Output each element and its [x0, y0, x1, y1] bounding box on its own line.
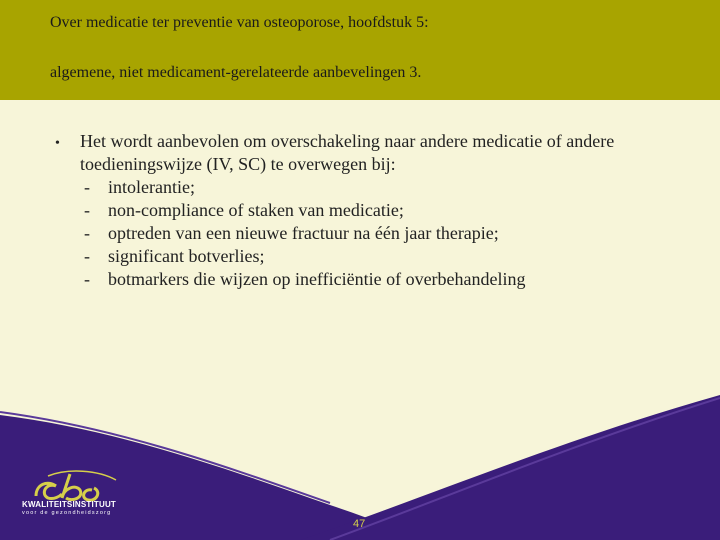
- sub-item-text: intolerantie;: [108, 177, 195, 197]
- logo-name: KWALITEITSINSTITUUT: [22, 500, 117, 509]
- sub-list-item: - non-compliance of staken van medicatie;: [84, 200, 404, 220]
- sub-item-text: non-compliance of staken van medicatie;: [108, 200, 404, 220]
- sub-list-item: - optreden van een nieuwe fractuur na één jaar therapie;: [84, 223, 499, 243]
- sub-list-item: - botmarkers die wijzen op inefficiëntie of overbehandeling: [84, 269, 526, 289]
- page-number: 47: [353, 518, 366, 530]
- bullet-text: Het wordt aanbevolen om overschakeling naar andere medicatie of andere toedieningswijze (IV, SC) te overwegen bij:: [80, 131, 615, 174]
- logo-subtitle: voor de gezondheidszorg: [22, 510, 112, 516]
- sub-item-text: botmarkers die wijzen op inefficiëntie of overbehandeling: [108, 269, 526, 289]
- cbo-logo-icon: [18, 468, 128, 528]
- sub-item-text: optreden van een nieuwe fractuur na één jaar therapie;: [108, 223, 499, 243]
- slide-title-line-2: algemene, niet medicament-gerelateerde aanbevelingen 3.: [50, 64, 422, 81]
- sub-list-item: - significant botverlies;: [84, 246, 265, 266]
- slide-title-line-1: Over medicatie ter preventie van osteoporose, hoofdstuk 5:: [50, 14, 429, 31]
- bullet-marker: •: [55, 136, 60, 151]
- sub-list-item: - intolerantie;: [84, 177, 195, 197]
- sub-item-text: significant botverlies;: [108, 246, 265, 266]
